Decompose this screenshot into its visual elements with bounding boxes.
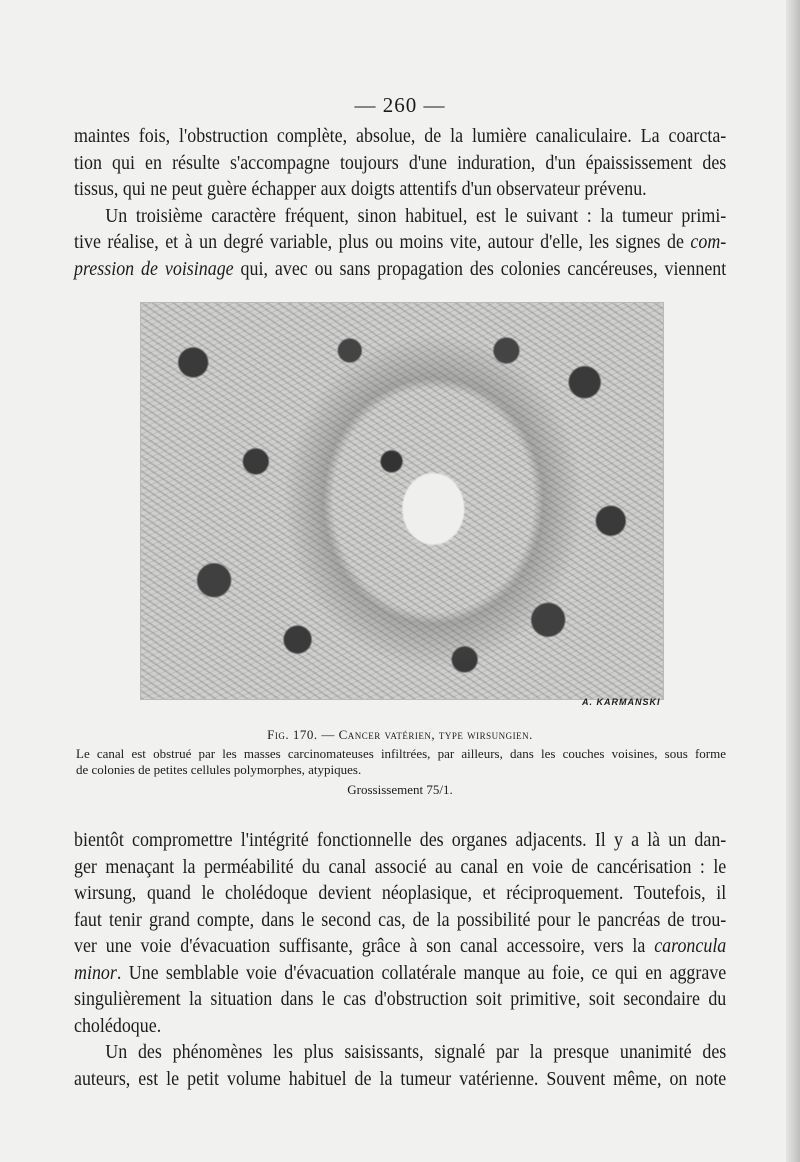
figure-title: — Cancer vatérien, type wirsungien. — [321, 727, 533, 742]
text-line — [74, 230, 726, 257]
text-line: bientôt compromettre l'intégrité fonctionnelle des organes adjacents. Il y a là un dan- — [74, 830, 727, 851]
text-run: qui, avec ou sans propagation des colonies cancéreuses, viennent — [233, 258, 727, 280]
text-line: tion qui en résulte s'accompagne toujours d'une induration, d'un épaississement des — [74, 152, 727, 174]
italic-run: minor — [74, 962, 117, 984]
text-line — [74, 961, 726, 988]
text-line: auteurs, est le petit volume habituel de la tumeur vatérienne. Souvent même, on note — [74, 1068, 727, 1090]
italic-run: com- — [690, 232, 727, 253]
text-run: ver une voie d'évacuation suffisante, grâce à son canal accessoire, vers la — [74, 936, 655, 957]
text-line: cholédoque. — [74, 1015, 162, 1037]
text-line: singulièrement la situation dans le cas d'obstruction soit primitive, soit secondaire du — [74, 989, 727, 1010]
text-line: Un troisième caractère fréquent, sinon habituel, est le suivant : la tumeur primi- — [105, 205, 727, 227]
text-line: Un des phénomènes les plus saisissants, signalé par la presque unanimité des — [105, 1042, 727, 1063]
italic-run: caroncula — [654, 936, 727, 957]
text-line: maintes fois, l'obstruction complète, absolue, de la lumière canaliculaire. La coarcta- — [74, 126, 727, 147]
text-line: wirsung, quand le cholédoque devient néoplasique, et réciproquement. Toutefois, il — [74, 883, 727, 904]
histology-figure — [140, 302, 664, 700]
caption-line: Le canal est obstrué par les masses carcinomateuses infiltrées, par ailleurs, dans les couches voisines, sous forme — [76, 746, 726, 761]
text-line: faut tenir grand compte, dans le second cas, de la possibilité pour le pancréas de trou- — [74, 909, 727, 931]
figure-magnification: Grossissement 75/1. — [347, 782, 453, 797]
figure-caption — [76, 746, 726, 778]
figure-number: Fig. 170. — [267, 727, 318, 742]
italic-run: pression de voisinage — [74, 258, 234, 280]
text-line: ger menaçant la perméabilité du canal associé au canal en voie de cancérisation : le — [74, 856, 727, 878]
paragraph-1 — [74, 124, 726, 283]
page-number: — 260 — — [354, 93, 446, 117]
figure-signature: A. KARMANSKI — [582, 697, 661, 707]
page-edge — [786, 0, 800, 1162]
text-line — [74, 257, 726, 284]
text-run: . Une semblable voie d'évacuation collatérale manque au foie, ce qui en aggrave — [116, 962, 727, 984]
figure-caption-title — [0, 727, 800, 743]
caption-line: de colonies de petites cellules polymorphes, atypiques. — [76, 762, 362, 777]
text-run: tive réalise, et à un degré variable, plus ou moins vite, autour d'elle, les signes de — [74, 232, 691, 253]
paragraph-2 — [74, 828, 726, 1093]
text-line — [74, 934, 726, 961]
text-line: tissus, qui ne peut guère échapper aux doigts attentifs d'un observateur prévenu. — [74, 179, 647, 200]
